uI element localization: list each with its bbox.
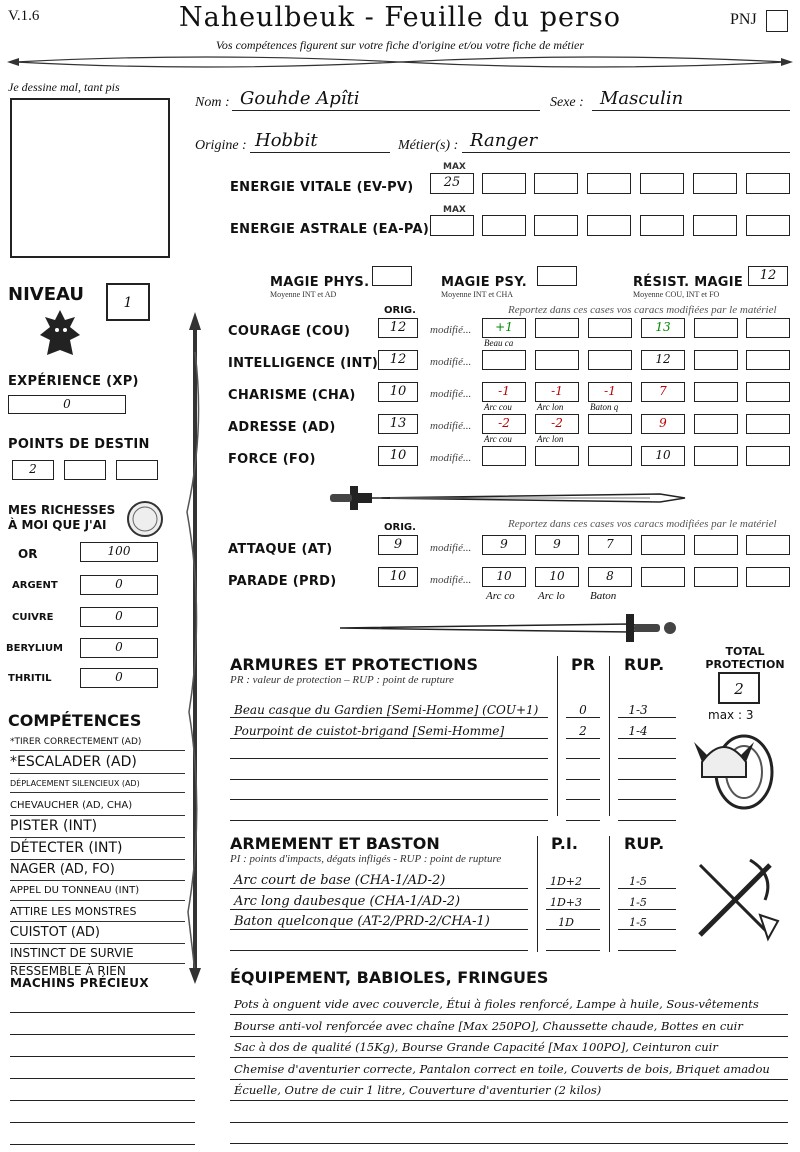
carac-modified-value: -2 [551, 416, 563, 430]
combat-modified-box[interactable] [588, 567, 632, 587]
carac-modified-box[interactable] [641, 350, 685, 370]
origine-underline [250, 152, 390, 153]
armement-col-rup: RUP. [624, 834, 665, 853]
combat-col-note: Arc lo [538, 590, 565, 602]
arme-rup-line[interactable] [618, 888, 676, 889]
carac-modified-box[interactable] [482, 318, 526, 338]
combat-orig-box[interactable] [378, 535, 418, 555]
sword-icon [330, 608, 690, 648]
arme-name: Baton quelconque (AT-2/PRD-2/CHA-1) [234, 914, 490, 929]
carac-orig-box[interactable] [378, 414, 418, 434]
carac-item-note: Beau ca [484, 338, 514, 348]
armure-rup-line[interactable] [618, 738, 676, 739]
origine-value[interactable]: Hobbit [255, 130, 318, 151]
carac-orig-value: 10 [389, 448, 407, 463]
carac-modifie-label: modifié... [430, 388, 472, 400]
magie-phys-label: MAGIE PHYS. [270, 275, 370, 290]
combat-modified-box[interactable] [746, 567, 790, 587]
ea-box[interactable] [587, 215, 631, 236]
equipement-item: Écuelle, Outre de cuir 1 litre, Couverture d'aventurier (2 kilos) [234, 1083, 602, 1097]
argent-label: ARGENT [12, 580, 58, 591]
carac-modified-box[interactable] [641, 318, 685, 338]
carac-modifie-label: modifié... [430, 356, 472, 368]
arme-rup: 1-5 [629, 916, 647, 929]
combat-modifie-label: modifié... [430, 574, 472, 586]
armement-col-pi: P.I. [551, 834, 578, 853]
combat-modifie-label: modifié... [430, 542, 472, 554]
armure-pr-line[interactable] [566, 717, 600, 718]
richesses-label-2: À MOI QUE J'AI [8, 518, 107, 532]
carac-modified-value: -1 [498, 384, 510, 398]
armures-divider [557, 656, 558, 816]
combat-modified-value: 7 [606, 537, 614, 551]
carac-modified-value: 13 [655, 320, 671, 334]
sword-icon [330, 478, 690, 518]
carac-modified-box[interactable] [535, 318, 579, 338]
armures-title: ARMURES ET PROTECTIONS [230, 655, 478, 674]
arme-line[interactable] [230, 909, 528, 910]
carac-modified-value: -2 [498, 416, 510, 430]
carac-modified-box[interactable] [482, 446, 526, 466]
machins-line[interactable] [10, 1034, 195, 1035]
carac-item-note: Baton q [590, 402, 619, 412]
ev-box[interactable] [746, 173, 790, 194]
combat-modified-box[interactable] [482, 567, 526, 587]
arme-name: Arc court de base (CHA-1/AD-2) [234, 873, 446, 888]
arme-rup-line[interactable] [618, 950, 676, 951]
competence-item[interactable]: DÉPLACEMENT SILENCIEUX (AD) [10, 779, 185, 793]
combat-orig-value: 10 [389, 569, 407, 584]
carac-modified-box[interactable] [641, 382, 685, 402]
carac-orig-label: ORIG. [384, 305, 416, 316]
carac-modified-box[interactable] [641, 446, 685, 466]
arme-pi: 1D+2 [549, 875, 583, 888]
arme-line[interactable] [230, 950, 528, 951]
armure-rup-line[interactable] [618, 799, 676, 800]
carac-modified-box[interactable] [482, 414, 526, 434]
competence-item[interactable]: CHEVAUCHER (AD, CHA) [10, 800, 185, 816]
helmet-shield-icon [694, 722, 774, 812]
cuivre-label: CUIVRE [12, 612, 54, 623]
combat-modified-box[interactable] [641, 567, 685, 587]
armure-pr: 2 [579, 723, 587, 738]
carac-label: INTELLIGENCE (INT) [228, 356, 379, 371]
combat-note: Reportez dans ces cases vos caracs modifiées par le matériel [508, 518, 777, 530]
ev-box[interactable] [693, 173, 737, 194]
carac-modified-value: 7 [659, 384, 667, 398]
machins-line[interactable] [10, 1078, 195, 1079]
nom-value[interactable]: Gouhde Apîti [240, 88, 360, 109]
combat-orig-value: 9 [393, 537, 403, 552]
sexe-value[interactable]: Masculin [600, 88, 684, 109]
carac-modifie-label: modifié... [430, 324, 472, 336]
competence-item[interactable]: NAGER (AD, FO) [10, 862, 185, 881]
ea-label: ENERGIE ASTRALE (EA-PA) [230, 222, 430, 237]
combat-modified-value: 9 [500, 537, 508, 551]
carac-modified-box[interactable] [641, 414, 685, 434]
or-box[interactable]: 100 [80, 542, 158, 562]
machins-title: MACHINS PRÉCIEUX [10, 976, 149, 990]
ev-box[interactable] [534, 173, 578, 194]
armement-note: PI : points d'impacts, dégats infligés - RUP : point de rupture [230, 853, 502, 865]
magie-psy-label: MAGIE PSY. [441, 275, 528, 290]
equipement-item: Chemise d'aventurier correcte, Pantalon correct en toile, Couverts de bois, Briquet amadou [234, 1061, 770, 1076]
competence-item[interactable]: *TIRER CORRECTEMENT (AD) [10, 737, 185, 751]
carac-modified-value: -1 [551, 384, 563, 398]
carac-modified-box[interactable] [746, 350, 790, 370]
equipement-line[interactable] [230, 1079, 788, 1080]
carac-modified-value: -1 [604, 384, 616, 398]
equipement-line[interactable] [230, 1036, 788, 1037]
carac-modified-box[interactable] [535, 414, 579, 434]
carac-modified-value: 9 [659, 416, 667, 430]
armure-rup: 1-4 [628, 723, 648, 738]
equipement-item: Sac à dos de qualité (15Kg), Bourse Grande Capacité [Max 100PO], Ceinturon cuir [234, 1040, 718, 1054]
armure-rup: 1-3 [628, 703, 648, 717]
carac-modified-box[interactable] [535, 382, 579, 402]
origine-label: Origine : [195, 138, 247, 153]
carac-label: COURAGE (COU) [228, 324, 351, 339]
combat-orig-label: ORIG. [384, 522, 416, 533]
carac-modifie-label: modifié... [430, 452, 472, 464]
weapons-icon [690, 855, 780, 945]
combat-col-note: Arc co [486, 590, 515, 602]
armure-pr-line[interactable] [566, 820, 600, 821]
coin-icon [126, 500, 164, 538]
carac-orig-value: 12 [389, 352, 407, 367]
carac-orig-box[interactable] [378, 318, 418, 338]
machins-line[interactable] [10, 1122, 195, 1123]
carac-label: ADRESSE (AD) [228, 420, 336, 435]
resist-magie-note: Moyenne COU, INT et FO [633, 290, 720, 299]
destin-box[interactable] [64, 460, 106, 480]
armure-line[interactable] [230, 820, 548, 821]
xp-label: EXPÉRIENCE (XP) [8, 374, 139, 389]
combat-modified-value: 9 [553, 537, 561, 551]
arme-pi-line[interactable] [546, 929, 600, 930]
total-protection-label: TOTAL PROTECTION [705, 645, 785, 671]
destin-box[interactable] [116, 460, 158, 480]
arme-name: Arc long daubesque (CHA-1/AD-2) [234, 893, 461, 909]
ea-box[interactable] [482, 215, 526, 236]
or-label: OR [18, 547, 38, 561]
carac-orig-box[interactable] [378, 382, 418, 402]
competence-item[interactable]: APPEL DU TONNEAU (INT) [10, 885, 185, 901]
ev-box[interactable] [587, 173, 631, 194]
armure-line[interactable] [230, 758, 548, 759]
combat-col-note: Baton [590, 590, 617, 602]
carac-modified-box[interactable] [694, 350, 738, 370]
ea-box[interactable] [534, 215, 578, 236]
resist-magie-label: RÉSIST. MAGIE [633, 275, 744, 290]
arme-line[interactable] [230, 929, 528, 930]
armure-pr: 0 [579, 703, 587, 717]
xp-box[interactable]: 0 [8, 395, 126, 414]
portrait-caption: Je dessine mal, tant pis [8, 80, 120, 94]
carac-modified-box[interactable] [746, 318, 790, 338]
armure-line[interactable] [230, 738, 548, 739]
ea-box[interactable] [640, 215, 684, 236]
arme-pi-line[interactable] [546, 950, 600, 951]
arme-rup: 1-5 [629, 895, 647, 909]
carac-modifie-label: modifié... [430, 420, 472, 432]
armure-rup-line[interactable] [618, 717, 676, 718]
magie-phys-note: Moyenne INT et AD [270, 290, 337, 299]
competence-item[interactable]: RESSEMBLE À RIEN [10, 964, 126, 978]
richesses-label-1: MES RICHESSES [8, 503, 116, 517]
carac-item-note: Arc cou [484, 402, 512, 412]
carac-modified-box[interactable] [694, 382, 738, 402]
carac-note: Reportez dans ces cases vos caracs modifiées par le matériel [508, 304, 777, 316]
argent-box[interactable]: 0 [80, 575, 158, 595]
armure-pr-line[interactable] [566, 779, 600, 780]
carac-orig-value: 10 [389, 384, 407, 399]
equipement-item: Bourse anti-vol renforcée avec chaîne [Max 250PO], Chaussette chaude, Bottes en cuir [234, 1018, 743, 1033]
nom-underline [232, 110, 540, 111]
carac-modified-box[interactable] [588, 318, 632, 338]
carac-modified-value: 12 [655, 352, 671, 366]
competence-item[interactable]: ATTIRE LES MONSTRES [10, 905, 185, 922]
magie-psy-note: Moyenne INT et CHA [441, 290, 514, 299]
sexe-underline [592, 110, 790, 111]
resist-magie-box[interactable]: 12 [748, 266, 788, 286]
magie-phys-box[interactable] [372, 266, 412, 286]
portrait-box[interactable] [10, 98, 170, 258]
carac-modified-box[interactable] [535, 446, 579, 466]
carac-modified-box[interactable] [588, 446, 632, 466]
armure-rup-line[interactable] [618, 758, 676, 759]
destin-box[interactable]: 2 [12, 460, 54, 480]
carac-modified-box[interactable] [694, 414, 738, 434]
cuivre-box[interactable]: 0 [80, 607, 158, 627]
equipement-line[interactable] [230, 1122, 788, 1123]
armure-name: Beau casque du Gardien [Semi-Homme] (COU+1) [234, 703, 539, 717]
carac-modified-box[interactable] [588, 414, 632, 434]
combat-modified-value: 8 [606, 569, 614, 583]
thritil-box[interactable]: 0 [80, 668, 158, 688]
equipement-title: ÉQUIPEMENT, BABIOLES, FRINGUES [230, 968, 549, 987]
niveau-box[interactable]: 1 [106, 283, 150, 321]
staff-ornament [183, 312, 207, 984]
ea-max-box[interactable] [430, 215, 474, 236]
carac-modified-box[interactable] [588, 382, 632, 402]
armure-name: Pourpoint de cuistot-brigand [Semi-Homme] [234, 723, 505, 738]
machins-line[interactable] [10, 1144, 195, 1145]
sheet-subtitle: Vos compétences figurent sur votre fiche d'origine et/ou votre fiche de métier [215, 38, 585, 52]
combat-modified-box[interactable] [535, 567, 579, 587]
nom-label: Nom : [195, 95, 230, 110]
thritil-label: THRITIL [8, 673, 52, 684]
metier-underline [462, 152, 790, 153]
competence-item[interactable]: CUISTOT (AD) [10, 925, 185, 944]
ea-max-label: MAX [443, 205, 466, 215]
armement-divider [609, 836, 610, 952]
armures-col-pr: PR [571, 655, 596, 674]
niveau-label: NIVEAU [8, 284, 84, 305]
competences-title: COMPÉTENCES [8, 711, 142, 730]
armures-note: PR : valeur de protection – RUP : point de rupture [230, 674, 454, 686]
arme-pi: 1D [558, 916, 574, 929]
arme-pi-line[interactable] [546, 888, 600, 889]
competence-item[interactable]: INSTINCT DE SURVIE [10, 946, 185, 964]
arme-pi-line[interactable] [546, 909, 600, 910]
armure-pr-line[interactable] [566, 758, 600, 759]
combat-label: ATTAQUE (AT) [228, 542, 333, 557]
carac-modified-box[interactable] [482, 350, 526, 370]
berylium-box[interactable]: 0 [80, 638, 158, 658]
sexe-label: Sexe : [550, 95, 584, 110]
combat-label: PARADE (PRD) [228, 574, 337, 589]
equipement-line[interactable] [230, 1014, 788, 1015]
carac-modified-value: +1 [495, 320, 513, 334]
carac-modified-value: 10 [655, 448, 671, 462]
equipement-line[interactable] [230, 1143, 788, 1144]
carac-label: CHARISME (CHA) [228, 388, 356, 403]
arme-rup: 1-5 [629, 875, 647, 888]
machins-line[interactable] [10, 1012, 195, 1013]
combat-modified-box[interactable] [694, 535, 738, 555]
competence-item[interactable]: *ESCALADER (AD) [10, 754, 185, 774]
equipement-line[interactable] [230, 1100, 788, 1101]
dragon-icon [35, 305, 85, 365]
machins-line[interactable] [10, 1056, 195, 1057]
carac-orig-value: 13 [389, 416, 407, 431]
competence-item[interactable]: DÉTECTER (INT) [10, 840, 185, 860]
carac-modified-box[interactable] [535, 350, 579, 370]
metier-value[interactable]: Ranger [470, 130, 538, 151]
combat-orig-box[interactable] [378, 567, 418, 587]
protection-max: max : 3 [708, 708, 754, 722]
ev-box[interactable] [482, 173, 526, 194]
combat-modified-box[interactable] [588, 535, 632, 555]
armures-divider [609, 656, 610, 816]
ev-max-label: MAX [443, 162, 466, 172]
carac-orig-value: 12 [389, 320, 407, 335]
combat-modified-box[interactable] [746, 535, 790, 555]
carac-modified-box[interactable] [588, 350, 632, 370]
carac-orig-box[interactable] [378, 350, 418, 370]
carac-item-note: Arc lon [537, 402, 564, 412]
metier-label: Métier(s) : [398, 138, 459, 153]
carac-modified-box[interactable] [694, 446, 738, 466]
ev-box[interactable] [640, 173, 684, 194]
armure-pr-line[interactable] [566, 738, 600, 739]
equipement-line[interactable] [230, 1057, 788, 1058]
combat-modified-box[interactable] [482, 535, 526, 555]
carac-item-note: Arc cou [484, 434, 512, 444]
combat-modified-box[interactable] [535, 535, 579, 555]
magie-psy-box[interactable] [537, 266, 577, 286]
carac-modified-box[interactable] [746, 382, 790, 402]
berylium-label: BERYLIUM [6, 643, 64, 654]
armure-pr-line[interactable] [566, 799, 600, 800]
armure-line[interactable] [230, 779, 548, 780]
carac-item-note: Arc lon [537, 434, 564, 444]
combat-modified-box[interactable] [641, 535, 685, 555]
armure-rup-line[interactable] [618, 779, 676, 780]
armure-line[interactable] [230, 717, 548, 718]
competence-item[interactable]: PISTER (INT) [10, 818, 185, 838]
combat-modified-value: 10 [549, 569, 565, 583]
ea-box[interactable] [693, 215, 737, 236]
carac-orig-box[interactable] [378, 446, 418, 466]
carac-modified-box[interactable] [482, 382, 526, 402]
machins-line[interactable] [10, 1100, 195, 1101]
header-ornament [5, 52, 795, 72]
ev-max-box[interactable]: 25 [430, 173, 474, 194]
combat-modified-box[interactable] [694, 567, 738, 587]
armure-line[interactable] [230, 799, 548, 800]
armement-title: ARMEMENT ET BASTON [230, 834, 440, 853]
carac-modified-box[interactable] [746, 446, 790, 466]
ea-box[interactable] [746, 215, 790, 236]
version-label: V.1.6 [8, 8, 40, 24]
carac-modified-box[interactable] [746, 414, 790, 434]
pnj-label: PNJ [730, 11, 757, 28]
arme-rup-line[interactable] [618, 909, 676, 910]
armures-col-rup: RUP. [624, 655, 665, 674]
carac-label: FORCE (FO) [228, 452, 316, 467]
arme-rup-line[interactable] [618, 929, 676, 930]
arme-line[interactable] [230, 888, 528, 889]
pnj-checkbox[interactable] [766, 10, 788, 32]
armement-divider [537, 836, 538, 952]
combat-modified-value: 10 [496, 569, 512, 583]
total-protection-box[interactable]: 2 [718, 672, 760, 704]
equipement-item: Pots à onguent vide avec couvercle, Étui à fioles renforcé, Lampe à huile, Sous-vêtements [234, 997, 759, 1011]
arme-pi: 1D+3 [549, 895, 583, 909]
armure-rup-line[interactable] [618, 820, 676, 821]
ev-label: ENERGIE VITALE (EV-PV) [230, 180, 414, 195]
sheet-title: Naheulbeuk - Feuille du perso [178, 2, 622, 33]
destin-label: POINTS DE DESTIN [8, 437, 150, 452]
carac-modified-box[interactable] [694, 318, 738, 338]
